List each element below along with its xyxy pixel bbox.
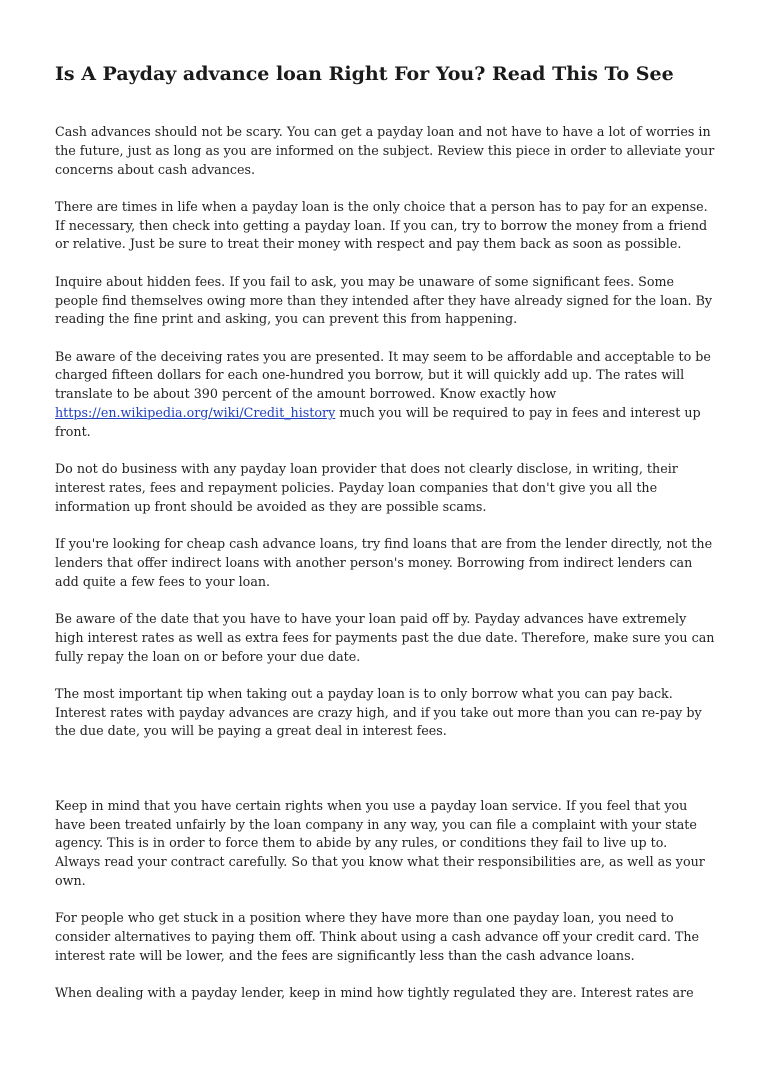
paragraph: Inquire about hidden fees. If you fail to ask, you may be unaware of some significant fees. Some people find themselves owing more than they intended after they have already signed for the loan. By reading the fine print and asking, you can prevent this from happening. [55, 273, 713, 327]
paragraph: Do not do business with any payday loan provider that does not clearly disclose, in writing, their interest rates, fees and repayment policies. Payday loan companies that don't give you all the information up front should be avoided as they are possible scams. [55, 461, 678, 514]
paragraph: The most important tip when taking out a payday loan is to only borrow what you can pay back. Interest rates with payday advances are crazy high, and if you take out more than you can re-pay by the due date, you will be paying a great deal in interest fees. [55, 685, 702, 739]
paragraph: For people who get stuck in a position where they have more than one payday loan, you need to consider alternatives to paying them off. Think about using a cash advance off your credit card. The interest rate will be lower, and the fees are significantly less than the cash advance loans. [55, 910, 700, 963]
paragraph: There are times in life when a payday loan is the only choice that a person has to pay for an expense. If necessary, then check into getting a payday loan. If you can, try to borrow the money from a friend or relative. Just be sure to treat their money with respect and pay them back as soon as possible. [55, 198, 708, 252]
paragraph: Be aware of the date that you have to have your loan paid off by. Payday advances have extremely high interest rates as well as extra fees for payments past the due date. Therefore, make sure you can fully repay the loan on or before your due date. [55, 610, 715, 664]
paragraph: Keep in mind that you have certain rights when you use a payday loan service. If you feel that you have been treated unfairly by the loan company in any way, you can file a complaint with your state agency. This is in order to force them to abide by any rules, or conditions they fail to live up to. Always read your contract carefully. So that you know what their responsibilities are, as well as your own. [55, 797, 705, 888]
blank-gap [55, 760, 715, 797]
credit-history-link[interactable]: https://en.wikipedia.org/wiki/Credit_history [55, 405, 336, 421]
document-page [55, 58, 715, 1021]
paragraph-with-link [55, 348, 715, 442]
paragraph: If you're looking for cheap cash advance loans, try find loans that are from the lender directly, not the lenders that offer indirect loans with another person's money. Borrowing from indirect lenders can add quite a few fees to your loan. [55, 536, 713, 589]
document-title: Is A Payday advance loan Right For You? Read This To See [55, 63, 674, 85]
paragraph: Cash advances should not be scary. You can get a payday loan and not have to have a lot of worries in the future, just as long as you are informed on the subject. Review this piece in order to alleviate your concerns about cash advances. [55, 124, 715, 177]
paragraph-text: Be aware of the deceiving rates you are presented. It may seem to be affordable and acceptable to be charged fifteen dollars for each one-hundred you borrow, but it will quickly add up. The rates will translate to be about 390 percent of the amount borrowed. Know exactly how [55, 348, 711, 402]
paragraph: When dealing with a payday lender, keep in mind how tightly regulated they are. Interest rates are [55, 985, 694, 1001]
paragraph-text: much you will be required to pay in fees and interest up front. [55, 405, 701, 439]
